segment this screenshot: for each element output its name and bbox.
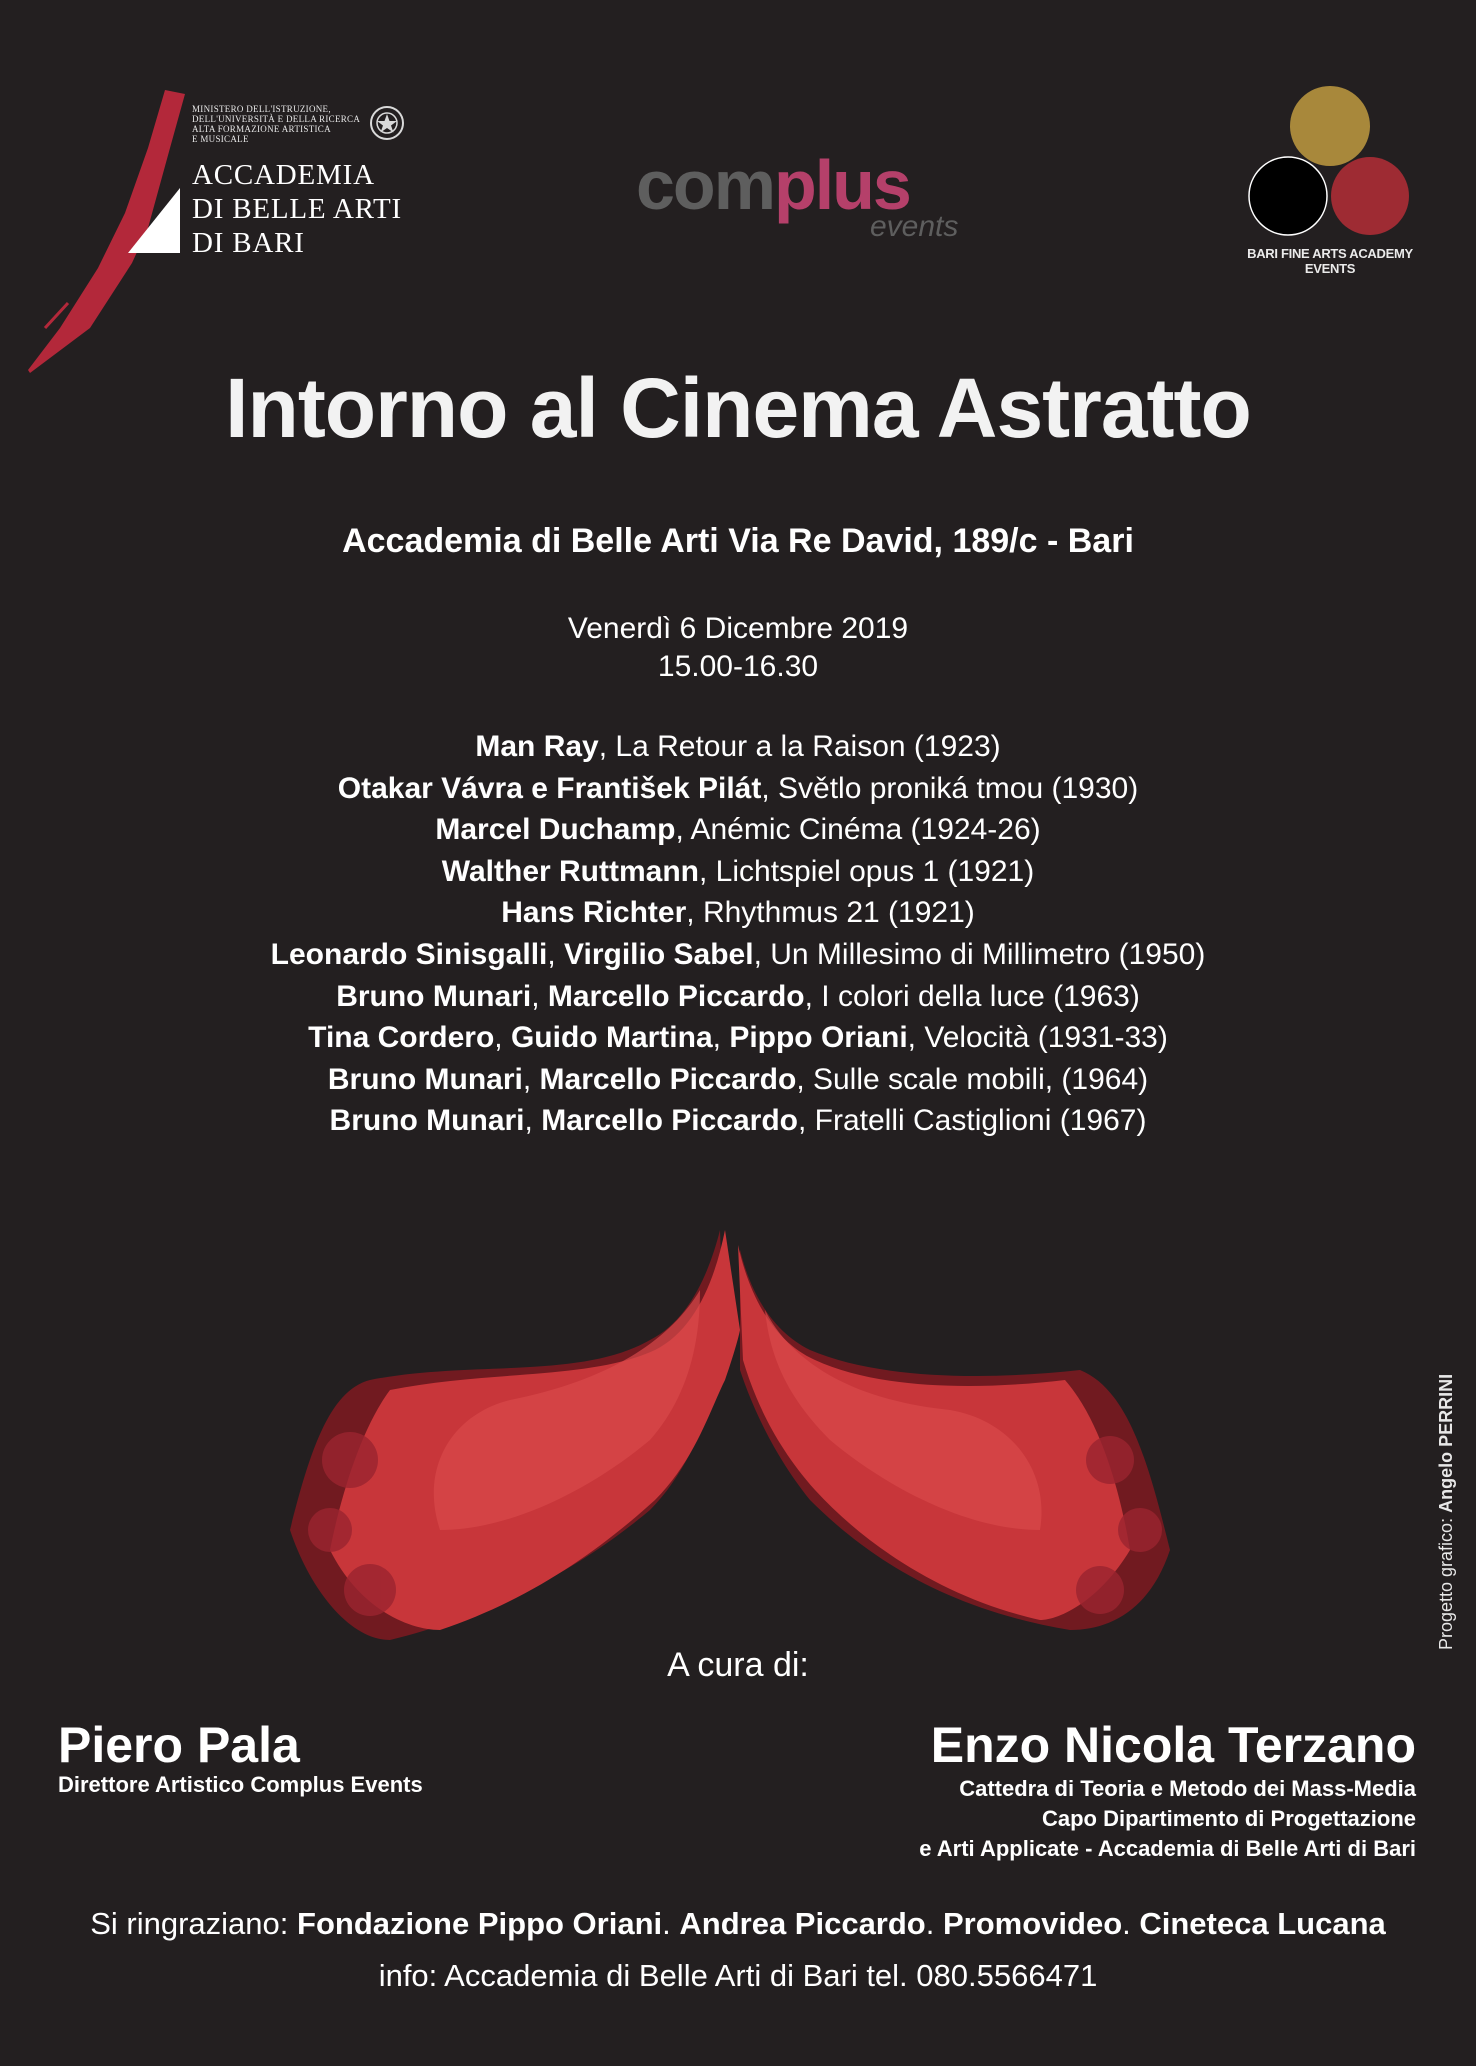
- film-item: [0, 809, 1476, 851]
- ministry-line: MINISTERO DELL'ISTRUZIONE,: [192, 104, 331, 114]
- ministry-text: [192, 104, 360, 144]
- film-title: , Anémic Cinéma (1924-26): [675, 813, 1041, 847]
- film-author: Marcello Piccardo: [541, 1104, 798, 1138]
- film-author: Bruno Munari: [336, 979, 532, 1013]
- film-item: [0, 1017, 1476, 1059]
- film-author: Bruno Munari: [329, 1104, 525, 1138]
- film-title: , Sulle scale mobili, (1964): [796, 1062, 1149, 1096]
- film-title: , La Retour a la Raison (1923): [598, 730, 1001, 763]
- film-separator: ,: [712, 1021, 730, 1055]
- film-item: [0, 892, 1476, 934]
- thanks-line: [0, 1906, 1476, 1942]
- thanks-item: Cineteca Lucana: [1139, 1906, 1386, 1941]
- film-author: Marcello Piccardo: [547, 979, 805, 1013]
- curator2-role: Capo Dipartimento di Progettazione: [1041, 1806, 1416, 1831]
- film-item: [0, 851, 1476, 893]
- film-title: , Světlo proniká tmou (1930): [761, 771, 1139, 805]
- complus-logo-part1: com: [636, 146, 774, 224]
- date-time: [0, 610, 1476, 686]
- event-time: 15.00-16.30: [657, 650, 819, 683]
- complus-logo: [636, 146, 910, 224]
- ministry-line: ALTA FORMAZIONE ARTISTICA: [192, 124, 331, 134]
- film-list: [0, 726, 1476, 1142]
- bfa-line: EVENTS: [1304, 261, 1356, 276]
- film-item: [0, 768, 1476, 810]
- event-date: Venerdì 6 Dicembre 2019: [567, 612, 909, 645]
- curator2-role: e Arti Applicate - Accademia di Belle Arti di Bari: [919, 1836, 1416, 1861]
- film-author: Pippo Oriani: [729, 1021, 908, 1055]
- graphic-credit: [1436, 1374, 1457, 1650]
- academy-name: [192, 158, 402, 260]
- curator2-block: [919, 1716, 1416, 1864]
- curated-by-label: A cura di:: [667, 1646, 809, 1684]
- thanks-separator: .: [925, 1906, 943, 1941]
- bfa-line: BARI FINE ARTS ACADEMY: [1247, 246, 1413, 261]
- film-title: , Un Millesimo di Millimetro (1950): [753, 937, 1206, 971]
- film-item: [0, 1100, 1476, 1142]
- academy-name-line: ACCADEMIA: [192, 159, 375, 191]
- thanks-item: Andrea Piccardo: [679, 1906, 926, 1941]
- film-separator: ,: [531, 979, 548, 1013]
- bfa-circles-logo: [1240, 84, 1420, 244]
- film-author: Otakar Vávra e František Pilát: [337, 771, 762, 805]
- red-abstract-art: [270, 1230, 1190, 1650]
- academy-name-line: DI BELLE ARTI: [192, 193, 403, 225]
- curator-role: Direttore Artistico Complus Events: [58, 1772, 423, 1797]
- film-author: Man Ray: [475, 730, 599, 763]
- film-item: [0, 1059, 1476, 1101]
- film-separator: ,: [547, 937, 565, 971]
- venue: Accademia di Belle Arti Via Re David, 189/c - Bari: [342, 522, 1134, 560]
- bfa-logo-text: [1220, 246, 1440, 276]
- film-item: [0, 726, 1476, 768]
- academy-name-line: DI BARI: [192, 227, 305, 259]
- curator-name: Piero Pala: [58, 1717, 300, 1773]
- film-author: Walther Ruttmann: [441, 854, 699, 888]
- film-author: Marcel Duchamp: [435, 813, 676, 847]
- page-title: Intorno al Cinema Astratto: [225, 361, 1251, 455]
- thanks-item: Fondazione Pippo Oriani: [297, 1906, 663, 1941]
- film-title: , Lichtspiel opus 1 (1921): [699, 854, 1035, 888]
- film-author: Virgilio Sabel: [564, 937, 754, 971]
- film-author: Marcello Piccardo: [539, 1062, 797, 1096]
- film-title: , I colori della luce (1963): [804, 979, 1140, 1013]
- thanks-label: Si ringraziano:: [90, 1906, 298, 1941]
- curator2-name: Enzo Nicola Terzano: [930, 1717, 1416, 1773]
- thanks-item: Promovideo: [942, 1906, 1123, 1941]
- thanks-separator: .: [1122, 1906, 1140, 1941]
- ministry-line: E MUSICALE: [192, 134, 249, 144]
- film-author: Bruno Munari: [327, 1062, 523, 1096]
- film-title: , Fratelli Castiglioni (1967): [797, 1104, 1147, 1138]
- film-separator: ,: [522, 1062, 540, 1096]
- film-separator: ,: [524, 1104, 542, 1138]
- credit-label: Progetto grafico:: [1436, 1512, 1456, 1650]
- credit-name: Angelo PERRINI: [1436, 1373, 1456, 1513]
- film-author: Leonardo Sinisgalli: [270, 937, 548, 971]
- thanks-separator: .: [662, 1906, 680, 1941]
- ministry-line: DELL'UNIVERSITÀ E DELLA RICERCA: [192, 114, 361, 124]
- complus-logo-sub: events: [870, 210, 959, 243]
- film-item: [0, 934, 1476, 976]
- film-author: Guido Martina: [510, 1021, 713, 1055]
- film-author: Hans Richter: [501, 896, 687, 930]
- republic-emblem-icon: [368, 104, 406, 142]
- film-author: Tina Cordero: [308, 1021, 495, 1055]
- info-line: info: Accademia di Belle Arti di Bari tel. 080.5566471: [378, 1958, 1098, 1993]
- film-item: [0, 976, 1476, 1018]
- complus-logo-part2: plus: [773, 146, 910, 224]
- curator2-role: Cattedra di Teoria e Metodo dei Mass-Media: [959, 1776, 1416, 1801]
- film-separator: ,: [494, 1021, 511, 1055]
- film-title: , Velocità (1931-33): [907, 1021, 1168, 1055]
- film-title: , Rhythmus 21 (1921): [686, 896, 975, 930]
